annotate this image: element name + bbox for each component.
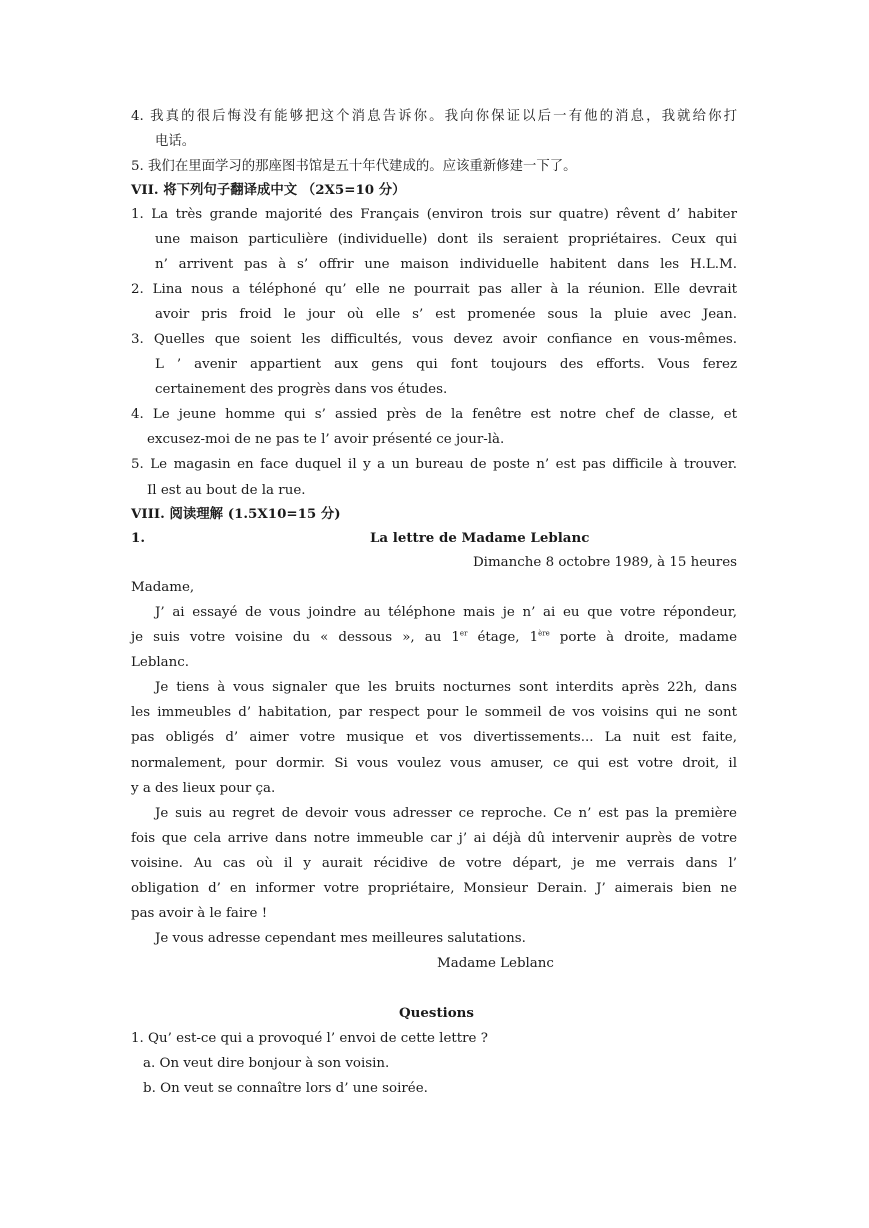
letter-signature: Madame Leblanc xyxy=(437,956,554,971)
question-1: 1. Qu’ est-ce qui a provoqué l’ envoi de cette lettre ? xyxy=(131,1031,488,1046)
sentence-1-line-3: n’ arrivent pas à s’ offrir une maison individuelle habitent dans les H.L.M. xyxy=(155,257,737,272)
paragraph-3-line-3: voisine. Au cas où il y aurait récidive de votre départ, je me verrais dans l’ xyxy=(131,856,737,871)
sentence-3-line-2: L ’ avenir appartient aux gens qui font toujours des efforts. Vous ferez xyxy=(155,357,737,372)
letter-title: La lettre de Madame Leblanc xyxy=(370,530,590,546)
letter-date: Dimanche 8 octobre 1989, à 15 heures xyxy=(472,555,737,570)
paragraph-1-line-1: J’ ai essayé de vous joindre au téléphone mais je n’ ai eu que votre répondeur, xyxy=(155,605,737,620)
question-1-option-b: b. On veut se connaître lors d’ une soirée. xyxy=(143,1081,428,1096)
sentence-4-line-2: excusez-moi de ne pas te l’ avoir présenté ce jour-là. xyxy=(147,432,505,447)
paragraph-3-line-2: fois que cela arrive dans notre immeuble car j’ ai déjà dû intervenir auprès de votre xyxy=(131,831,737,846)
paragraph-2-line-4: normalement, pour dormir. Si vous voulez vous amuser, ce qui est votre droit, il xyxy=(131,756,737,771)
text-number: 1. xyxy=(131,530,145,546)
sentence-1-line-2: une maison particulière (individuelle) dont ils seraient propriétaires. Ceux qui xyxy=(155,232,737,247)
sentence-2-line-1: 2. Lina nous a téléphoné qu’ elle ne pourrait pas aller à la réunion. Elle devrait xyxy=(131,282,737,297)
sentence-1-line-1: 1. La très grande majorité des Français (environ trois sur quatre) rêvent d’ habiter xyxy=(131,207,737,222)
item-4-line-2: 电话。 xyxy=(155,134,196,149)
section-8-heading: VIII. 阅读理解 (1.5X10=15 分) xyxy=(131,506,341,522)
paragraph-2-line-5: y a des lieux pour ça. xyxy=(131,781,276,796)
sentence-5-line-1: 5. Le magasin en face duquel il y a un bureau de poste n’ est pas difficile à trouver. xyxy=(131,457,737,472)
sentence-2-line-2: avoir pris froid le jour où elle s’ est promenée sous la pluie avec Jean. xyxy=(155,307,737,322)
item-4-line-1: 4. 我真的很后悔没有能够把这个消息告诉你。我向你保证以后一有他的消息，我就给你打 xyxy=(131,109,737,124)
sentence-3-line-1: 3. Quelles que soient les difficultés, vous devez avoir confiance en vous-mêmes. xyxy=(131,332,737,347)
paragraph-2-line-2: les immeubles d’ habitation, par respect pour le sommeil de vos voisins qui ne sont xyxy=(131,705,737,720)
letter-salutation: Madame, xyxy=(131,580,195,595)
sentence-4-line-1: 4. Le jeune homme qui s’ assied près de la fenêtre est notre chef de classe, et xyxy=(131,407,737,422)
section-7-heading: VII. 将下列句子翻译成中文 （2X5=10 分） xyxy=(131,182,406,198)
paragraph-4-line-1: Je vous adresse cependant mes meilleures salutations. xyxy=(155,931,526,946)
paragraph-3-line-1: Je suis au regret de devoir vous adresser ce reproche. Ce n’ est pas la première xyxy=(155,806,737,821)
paragraph-2-line-1: Je tiens à vous signaler que les bruits nocturnes sont interdits après 22h, dans xyxy=(155,680,737,695)
item-5: 5. 我们在里面学习的那座图书馆是五十年代建成的。应该重新修建一下了。 xyxy=(131,159,577,174)
paragraph-1-line-3: Leblanc. xyxy=(131,655,190,670)
paragraph-3-line-5: pas avoir à le faire ! xyxy=(131,906,268,921)
sentence-3-line-3: certainement des progrès dans vos études. xyxy=(155,382,448,397)
questions-heading: Questions xyxy=(399,1005,474,1021)
paragraph-1-line-2: je suis votre voisine du « dessous », au 1er étage, 1ère porte à droite, madame xyxy=(131,629,738,645)
paragraph-3-line-4: obligation d’ en informer votre propriétaire, Monsieur Derain. J’ aimerais bien ne xyxy=(131,881,737,896)
question-1-option-a: a. On veut dire bonjour à son voisin. xyxy=(143,1056,390,1071)
sentence-5-line-2: Il est au bout de la rue. xyxy=(147,483,306,498)
paragraph-2-line-3: pas obligés d’ aimer votre musique et vos divertissements... La nuit est faite, xyxy=(131,730,737,745)
